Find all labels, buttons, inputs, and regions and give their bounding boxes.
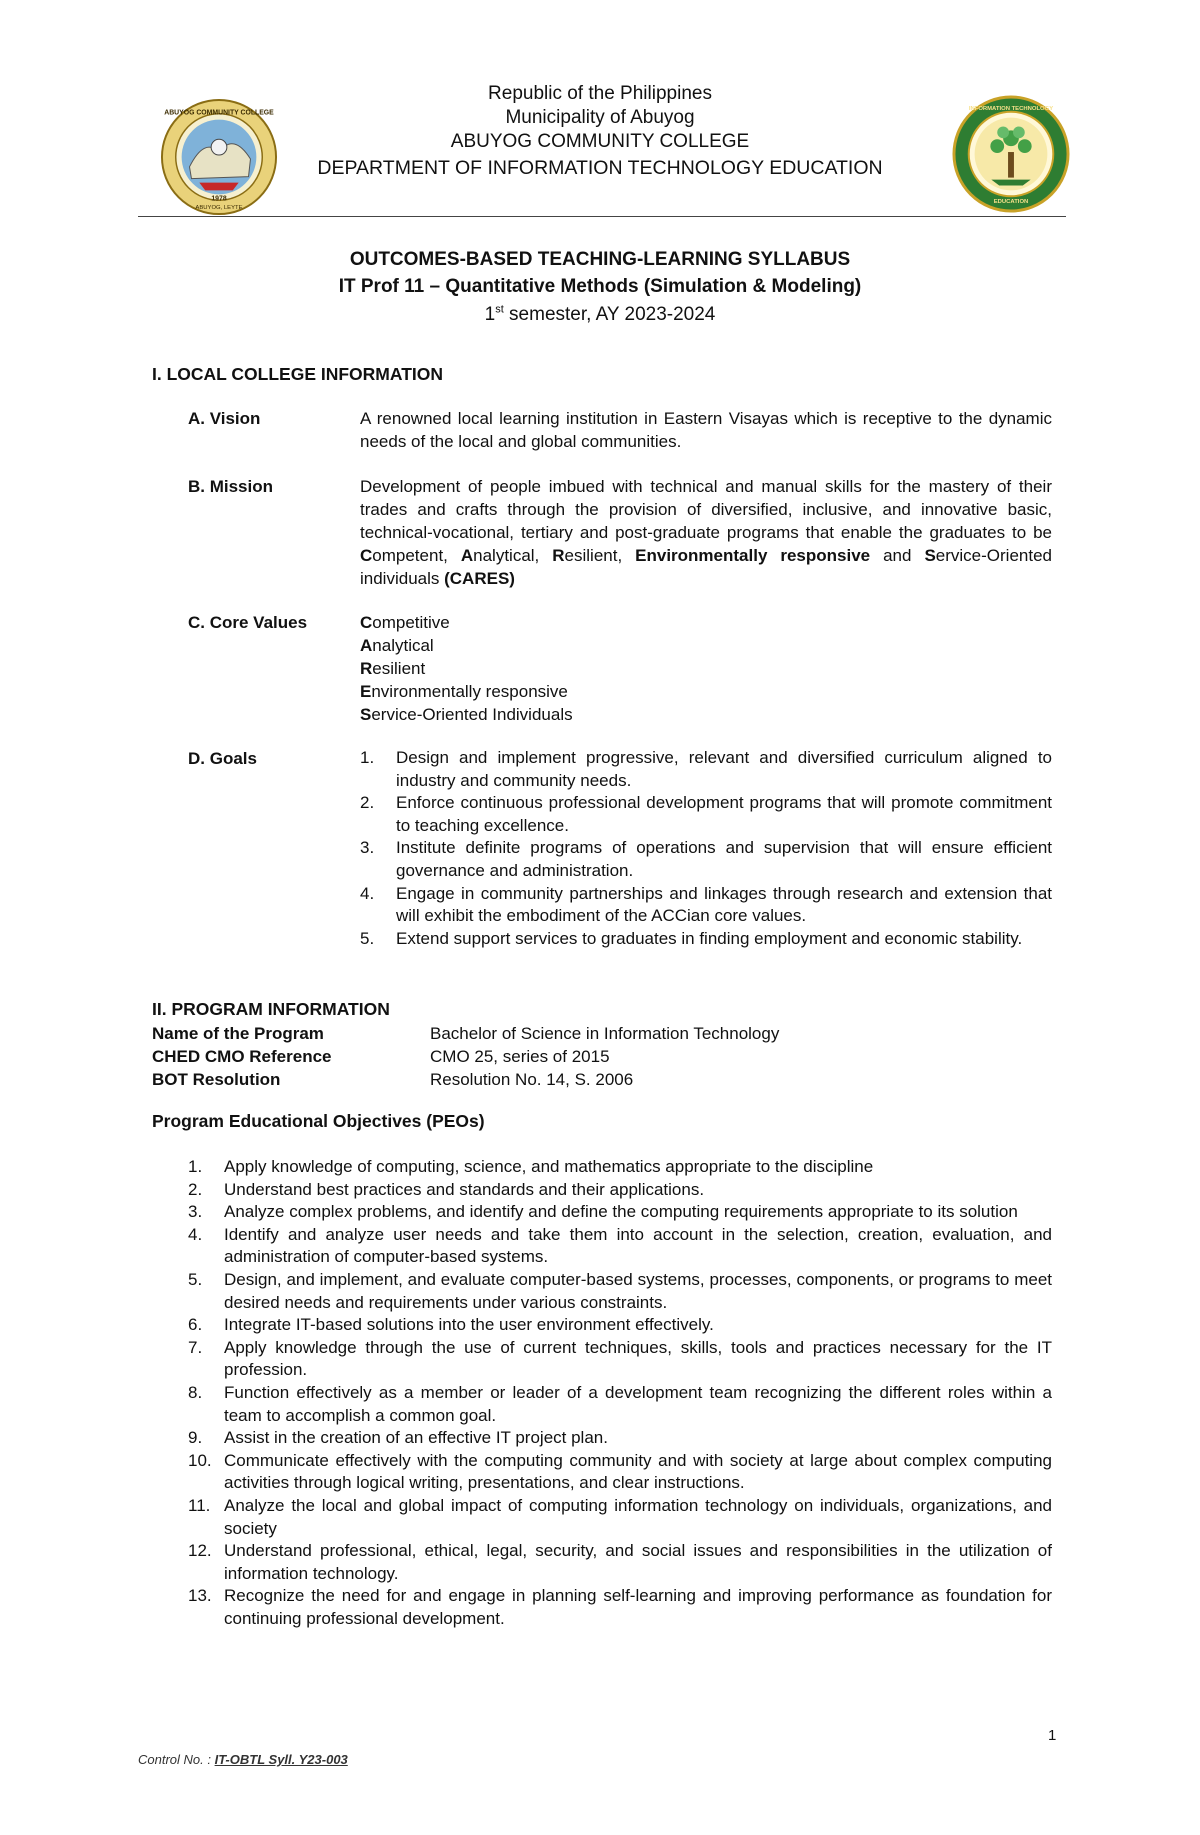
semester-text: semester, AY 2023-2024 (503, 304, 716, 325)
goal-item (360, 792, 1052, 837)
program-info-row (152, 1022, 1052, 1045)
svg-text:EDUCATION: EDUCATION (993, 199, 1029, 206)
peo-number: 12. (188, 1541, 212, 1561)
program-info-table (152, 1022, 1052, 1091)
syllabus-title (0, 246, 1200, 330)
mission-c: C (360, 546, 373, 565)
peo-number: 5. (188, 1269, 203, 1289)
section-1-heading: I. LOCAL COLLEGE INFORMATION (152, 364, 444, 384)
peo-list (188, 1156, 1052, 1630)
peo-text: Analyze the local and global impact of computing information technology on individuals, organizations, and society (224, 1495, 1052, 1538)
peo-item (188, 1224, 1052, 1269)
peo-number: 3. (188, 1202, 203, 1222)
letterhead-line-republic: Republic of the Philippines (488, 83, 712, 104)
peo-number: 8. (188, 1382, 203, 1402)
goal-number: 2. (360, 793, 375, 813)
peo-text: Function effectively as a member or leader of a development team recognizing the different roles within a team to accomplish a common goal. (224, 1382, 1052, 1425)
peo-item (188, 1450, 1052, 1495)
core-value-initial: A (360, 636, 373, 655)
peo-text: Apply knowledge of computing, science, and mathematics appropriate to the discipline (224, 1157, 874, 1176)
core-value-initial: E (360, 682, 372, 701)
peo-text: Analyze complex problems, and identify and define the computing requirements appropriate to its solution (224, 1202, 1018, 1222)
letterhead-line-department: DEPARTMENT OF INFORMATION TECHNOLOGY EDUCATION (317, 157, 883, 179)
vision-label: A. Vision (188, 409, 261, 428)
mission-a-rest: nalytical, (473, 546, 553, 565)
peo-item (188, 1585, 1052, 1630)
core-value-initial: C (360, 613, 373, 632)
goal-number: 1. (360, 748, 375, 767)
peo-item (188, 1495, 1052, 1540)
mission-r: R (552, 546, 565, 565)
mission-label: B. Mission (188, 477, 274, 496)
goals-list-wrap (360, 747, 1052, 950)
mission-cares: (CARES) (444, 569, 515, 588)
peo-item (188, 1540, 1052, 1585)
peo-text: Integrate IT-based solutions into the user environment effectively. (224, 1315, 714, 1335)
core-value-item (360, 680, 1052, 703)
peo-number: 4. (188, 1224, 203, 1244)
peo-text: Understand professional, ethical, legal, security, and social issues and responsibilities in the utilization of information technology. (224, 1541, 1052, 1583)
letterhead-line-college: ABUYOG COMMUNITY COLLEGE (450, 131, 750, 152)
svg-text:1978: 1978 (211, 195, 227, 203)
peo-text: Recognize the need for and engage in planning self-learning and improving performance as foundation for continuing professional development. (224, 1586, 1052, 1628)
peo-item (188, 1156, 1052, 1179)
core-value-item (360, 703, 1052, 726)
control-label: Control No. : (138, 1752, 215, 1767)
core-values-label: C. Core Values (188, 613, 308, 632)
core-value-item (360, 611, 1052, 634)
semester-number: 1 (484, 304, 496, 325)
mission-s-rest: ervice-Oriented individuals (360, 546, 1052, 588)
goal-number: 4. (360, 883, 375, 903)
goal-text: Institute definite programs of operations and supervision that will ensure efficient governance and administration. (396, 838, 1052, 880)
peo-text: Understand best practices and standards and their applications. (224, 1179, 705, 1199)
control-value: IT-OBTL Syll. Y23-003 (214, 1752, 348, 1767)
peo-number: 13. (188, 1586, 212, 1606)
peo-number: 2. (188, 1179, 203, 1199)
peo-number: 1. (188, 1157, 203, 1176)
peo-item (188, 1269, 1052, 1314)
peo-item (188, 1179, 1052, 1202)
svg-text:ABUYOG COMMUNITY COLLEGE: ABUYOG COMMUNITY COLLEGE (164, 109, 274, 117)
mission-s: S (924, 546, 936, 565)
peo-number: 7. (188, 1337, 203, 1357)
peo-item (188, 1382, 1052, 1427)
header-divider (138, 216, 1066, 217)
goal-number: 3. (360, 838, 375, 858)
mission-a: A (460, 546, 474, 565)
peo-number: 10. (188, 1450, 212, 1470)
peo-heading: Program Educational Objectives (PEOs) (152, 1111, 485, 1131)
core-value-initial: S (360, 705, 372, 724)
goal-text: Engage in community partnerships and linkages through research and extension that will exhibit the embodiment of the ACCian core values. (396, 883, 1052, 926)
core-value-rest: nvironmentally responsive (371, 682, 568, 701)
core-value-rest: ervice-Oriented Individuals (371, 705, 573, 724)
peo-text: Identify and analyze user needs and take them into account in the selection, creation, evaluation, and administration of computer-based systems. (224, 1224, 1052, 1267)
section-2-heading: II. PROGRAM INFORMATION (152, 999, 390, 1019)
goals-list (360, 747, 1052, 950)
goal-text: Enforce continuous professional development programs that will promote commitment to teaching excellence. (396, 793, 1052, 835)
core-values-list (360, 611, 1052, 726)
page-number: 1 (1048, 1727, 1057, 1744)
goal-item (360, 883, 1052, 928)
core-value-rest: esilient (372, 659, 426, 678)
peo-text: Assist in the creation of an effective IT project plan. (224, 1428, 608, 1448)
title-line-obtl: OUTCOMES-BASED TEACHING-LEARNING SYLLABUS (349, 249, 851, 270)
mission-text (360, 475, 1052, 590)
peo-number: 6. (188, 1315, 203, 1335)
mission-e: Environmentally responsive (635, 546, 871, 565)
core-value-initial: R (360, 659, 373, 678)
goal-item (360, 928, 1052, 951)
program-info-value: Bachelor of Science in Information Technology (430, 1024, 780, 1043)
mission-and: and (870, 546, 925, 565)
peo-item (188, 1427, 1052, 1450)
letterhead (0, 82, 1200, 182)
peo-number: 11. (188, 1495, 211, 1515)
program-info-value: Resolution No. 14, S. 2006 (430, 1070, 634, 1089)
peo-number: 9. (188, 1428, 203, 1448)
title-line-semester (0, 300, 1200, 330)
peo-text: Apply knowledge through the use of current techniques, skills, tools and practices necessary for the IT profession. (224, 1337, 1052, 1380)
goal-item (360, 837, 1052, 882)
program-info-key: Name of the Program (152, 1024, 324, 1043)
core-value-rest: ompetitive (372, 613, 450, 632)
goal-text: Extend support services to graduates in finding employment and economic stability. (396, 928, 1023, 948)
core-value-rest: nalytical (372, 636, 434, 655)
goal-text: Design and implement progressive, relevant and diversified curriculum aligned to industry and community needs. (396, 748, 1052, 790)
core-value-item (360, 657, 1052, 680)
peo-item (188, 1201, 1052, 1224)
program-info-key: CHED CMO Reference (152, 1047, 332, 1066)
program-info-row (152, 1068, 1052, 1091)
semester-ordinal: st (495, 303, 504, 316)
program-info-key: BOT Resolution (152, 1070, 281, 1089)
goal-number: 5. (360, 928, 375, 948)
title-line-course: IT Prof 11 – Quantitative Methods (Simulation & Modeling) (338, 276, 862, 297)
goal-item (360, 747, 1052, 792)
core-value-item (360, 634, 1052, 657)
peo-text: Communicate effectively with the computing community and with society at large about complex computing activities through logical writing, presentations, and clear instructions. (224, 1450, 1052, 1493)
vision-text: A renowned local learning institution in Eastern Visayas which is receptive to the dynamic needs of the local and global communities. (360, 409, 1052, 451)
letterhead-line-municipality: Municipality of Abuyog (505, 107, 695, 128)
mission-r-rest: esilient, (564, 546, 636, 565)
peo-item (188, 1337, 1052, 1382)
program-info-value: CMO 25, series of 2015 (430, 1047, 610, 1066)
control-number (138, 1752, 348, 1767)
mission-c-rest: ompetent, (372, 546, 461, 565)
svg-text:ABUYOG, LEYTE: ABUYOG, LEYTE (195, 205, 243, 212)
peo-text: Design, and implement, and evaluate computer-based systems, processes, components, or programs to meet desired needs and requirements under various constraints. (224, 1269, 1052, 1312)
mission-text-body: Development of people imbued with technical and manual skills for the mastery of their trades and crafts through the provision of diversified, inclusive, and innovative basic, technical-vocational, tertiary and post-graduate programs that enable the graduates to be (360, 477, 1052, 542)
svg-text:INFORMATION TECHNOLOGY: INFORMATION TECHNOLOGY (968, 105, 1054, 112)
goals-label: D. Goals (188, 749, 257, 768)
peo-item (188, 1314, 1052, 1337)
program-info-row (152, 1045, 1052, 1068)
